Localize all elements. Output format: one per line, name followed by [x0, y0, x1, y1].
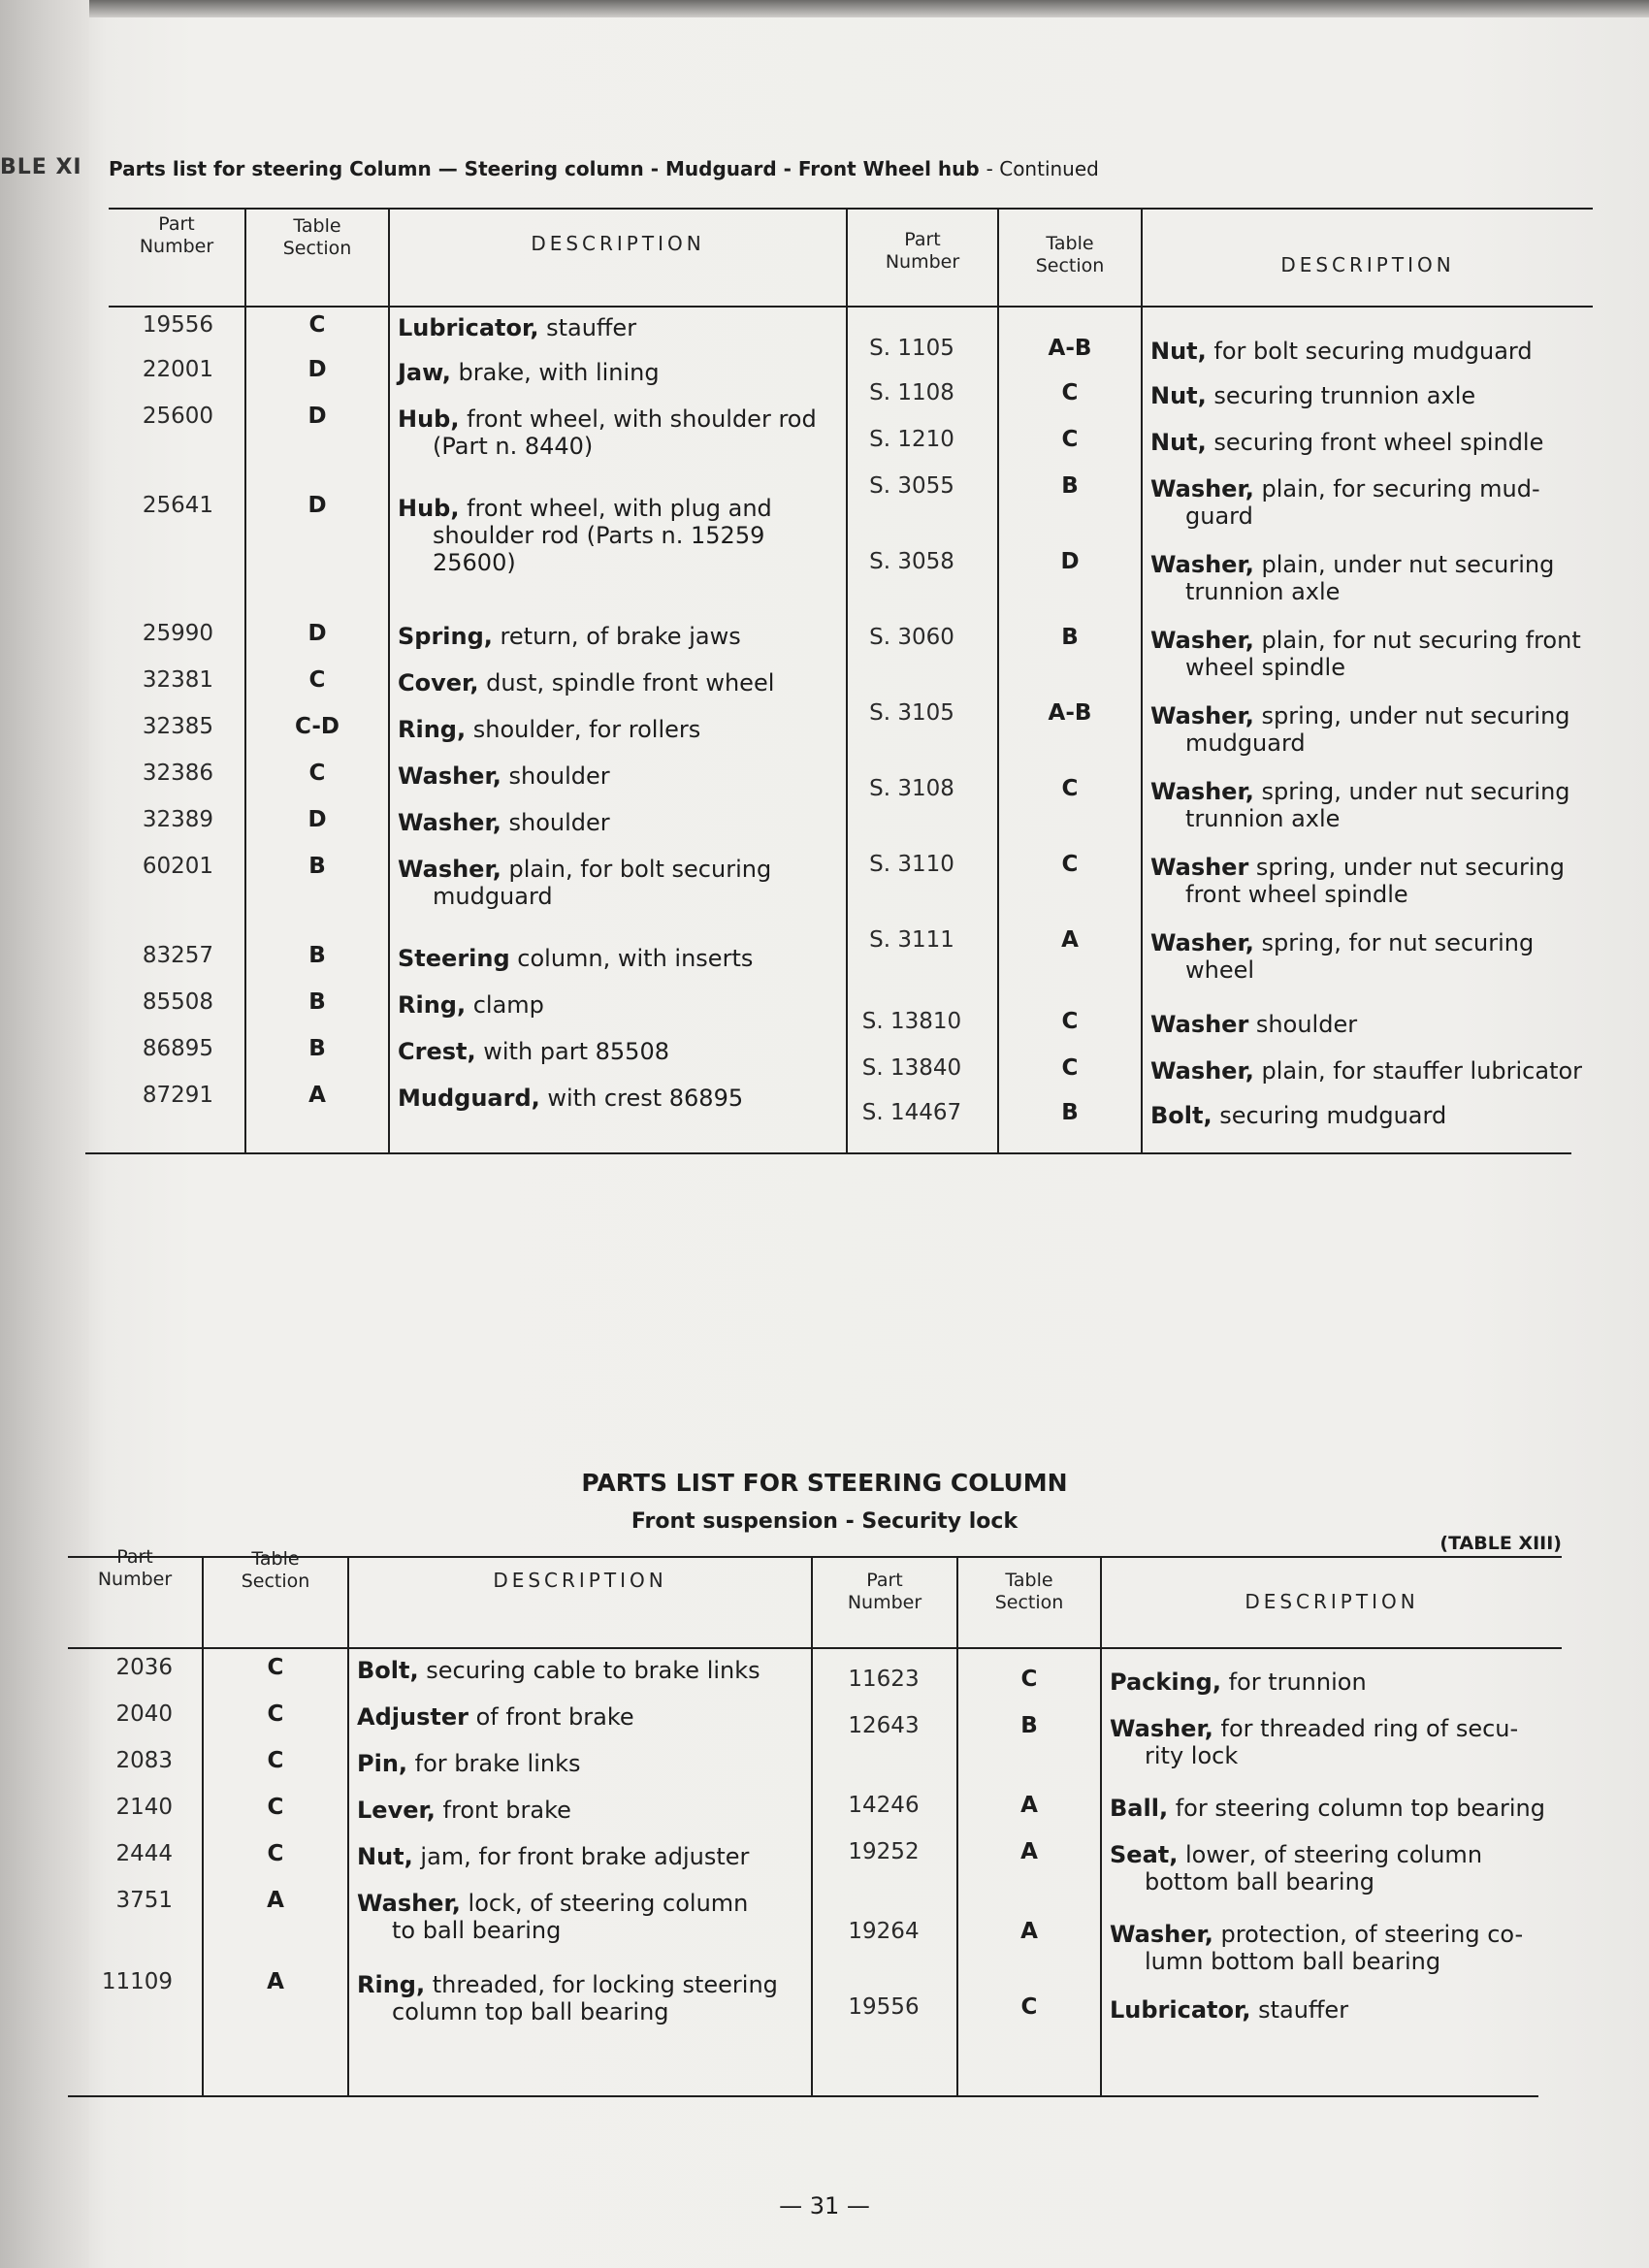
- part-description: [1150, 475, 1593, 530]
- table-section: B: [308, 854, 326, 879]
- part-detail: spring, under nut securing: [1248, 854, 1565, 881]
- table-section: B: [1061, 625, 1079, 650]
- table2-col-sep: [202, 1556, 204, 2095]
- header-text: Part: [866, 1570, 903, 1591]
- part-number: 25600: [142, 404, 213, 429]
- part-detail-continued: to ball bearing: [392, 1917, 562, 1944]
- part-description: [398, 856, 834, 910]
- part-detail-continued: bottom ball bearing: [1145, 1868, 1375, 1895]
- part-detail: with part 85508: [475, 1038, 669, 1065]
- part-description: [1150, 338, 1593, 365]
- part-detail: brake, with lining: [450, 359, 660, 386]
- table-section: C: [267, 1748, 284, 1773]
- part-name: Seat,: [1110, 1841, 1179, 1868]
- part-description: [1150, 627, 1593, 681]
- part-number: 19556: [848, 1994, 920, 2020]
- part-detail-continued: wheel: [1185, 956, 1255, 984]
- part-number: 11109: [101, 1969, 173, 1994]
- part-detail: plain, for stauffer lubricator: [1253, 1057, 1583, 1085]
- part-detail-continued: trunnion axle: [1185, 805, 1341, 832]
- part-detail: shoulder: [1248, 1011, 1358, 1038]
- table-section: B: [308, 989, 326, 1015]
- table-section: A-B: [1048, 336, 1092, 361]
- part-description: [1150, 929, 1593, 984]
- header-description: DESCRIPTION: [493, 1569, 667, 1592]
- table-section: C: [1061, 427, 1079, 452]
- part-detail: plain, under nut securing: [1253, 551, 1555, 578]
- part-description: [357, 1971, 803, 2025]
- header-text: Number: [847, 1592, 922, 1613]
- part-detail: securing front wheel spindle: [1206, 429, 1544, 456]
- header-table-section: [246, 215, 388, 260]
- part-detail: spring, for nut securing: [1253, 929, 1535, 956]
- part-number: S. 3105: [869, 700, 954, 726]
- table1-bottom-rule: [85, 1152, 1571, 1154]
- part-name: Lubricator,: [1110, 1996, 1251, 2024]
- part-name: Crest,: [398, 1038, 476, 1065]
- part-description: [357, 1843, 803, 1870]
- table-section: B: [1020, 1713, 1038, 1738]
- table-section: A: [1020, 1793, 1038, 1818]
- part-description: [1110, 1715, 1562, 1769]
- header-table-section: [999, 233, 1141, 277]
- part-description: [398, 359, 834, 386]
- part-description: [357, 1657, 803, 1684]
- part-number: 11623: [848, 1667, 920, 1692]
- table1-header-rule: [109, 306, 1593, 308]
- part-description: [398, 623, 834, 650]
- part-number: S. 1210: [869, 427, 954, 452]
- table2-col-sep: [811, 1556, 813, 2095]
- part-name: Washer,: [1150, 627, 1254, 654]
- table-section: C: [308, 667, 326, 693]
- part-name: Nut,: [1150, 382, 1207, 409]
- part-number: S. 3110: [869, 852, 954, 877]
- part-detail: front wheel, with plug and: [459, 495, 772, 522]
- part-detail-continued: trunnion axle: [1185, 578, 1341, 605]
- header-text: Section: [241, 1571, 310, 1592]
- table-section: C: [1061, 1009, 1079, 1034]
- table-section: C: [1061, 776, 1079, 801]
- table-section: D: [307, 404, 327, 429]
- part-description: [357, 1797, 803, 1824]
- table-section: C: [267, 1655, 284, 1680]
- part-number: 12643: [848, 1713, 920, 1738]
- table-section: A: [308, 1083, 326, 1108]
- part-name: Ring,: [357, 1971, 426, 1998]
- part-number: 14246: [848, 1793, 920, 1818]
- table1-col-sep: [1141, 208, 1143, 1152]
- part-name: Washer,: [1150, 778, 1254, 805]
- part-description: [1110, 1795, 1562, 1822]
- part-name: Hub,: [398, 495, 460, 522]
- part-detail: for brake links: [407, 1750, 581, 1777]
- part-name: Mudguard,: [398, 1085, 540, 1112]
- part-detail: protection, of steering co-: [1212, 1921, 1524, 1948]
- table-section: D: [307, 807, 327, 832]
- part-description: [398, 1038, 834, 1065]
- table1-col-sep: [388, 208, 390, 1152]
- table-section: D: [307, 357, 327, 382]
- part-description: [398, 405, 834, 460]
- part-detail: stauffer: [1250, 1996, 1349, 2024]
- part-description: [398, 1085, 834, 1112]
- header-part-number: [68, 1546, 202, 1591]
- table2-col-sep: [1100, 1556, 1102, 2095]
- header-table-section: [958, 1570, 1100, 1614]
- table-section: C: [267, 1795, 284, 1820]
- part-description: [398, 991, 834, 1019]
- header-description: DESCRIPTION: [1280, 253, 1455, 276]
- header-text: Number: [97, 1569, 173, 1590]
- header-part-number: [109, 213, 244, 258]
- header-text: Section: [1035, 255, 1105, 276]
- part-number: 3751: [115, 1888, 173, 1913]
- section2-title: PARTS LIST FOR STEERING COLUMN: [581, 1469, 1068, 1497]
- part-detail-continued: column top ball bearing: [392, 1998, 669, 2025]
- part-name: Washer,: [1150, 702, 1254, 729]
- part-description: [398, 669, 834, 697]
- part-description: [1150, 429, 1593, 456]
- part-number: S. 3060: [869, 625, 954, 650]
- part-description: [357, 1750, 803, 1777]
- header-text: Table: [1046, 233, 1094, 254]
- part-name: Nut,: [1150, 429, 1207, 456]
- part-description: [1150, 854, 1593, 908]
- table-section: A: [1020, 1919, 1038, 1944]
- part-detail: securing mudguard: [1212, 1102, 1447, 1129]
- part-name: Ring,: [398, 716, 467, 743]
- part-name: Pin,: [357, 1750, 408, 1777]
- part-detail: column, with inserts: [509, 945, 754, 972]
- part-name: Washer,: [1150, 475, 1254, 502]
- part-name: Bolt,: [1150, 1102, 1212, 1129]
- part-description: [1150, 702, 1593, 757]
- part-detail: shoulder: [501, 762, 610, 790]
- part-name: Washer: [1150, 854, 1249, 881]
- part-detail-continued: mudguard: [1185, 729, 1306, 757]
- header-text: Number: [885, 251, 960, 273]
- part-description: [1150, 1102, 1593, 1129]
- part-number: 87291: [142, 1083, 213, 1108]
- table-section: C: [308, 312, 326, 338]
- part-name: Lever,: [357, 1797, 436, 1824]
- part-number: 32381: [142, 667, 213, 693]
- part-number: 19556: [142, 312, 213, 338]
- header-part-number: [848, 229, 997, 274]
- part-number: 19264: [848, 1919, 920, 1944]
- part-number: S. 1108: [869, 380, 954, 405]
- table-section: B: [1061, 1100, 1079, 1125]
- part-number: S. 13840: [861, 1055, 962, 1081]
- part-name: Steering: [398, 945, 510, 972]
- part-description: [1150, 382, 1593, 409]
- part-number: 32386: [142, 761, 213, 786]
- part-description: [398, 495, 834, 576]
- part-number: 60201: [142, 854, 213, 879]
- table-section: D: [1060, 549, 1080, 574]
- part-detail: shoulder: [501, 809, 610, 836]
- part-detail: stauffer: [538, 314, 637, 341]
- table-section: C-D: [294, 714, 340, 739]
- part-detail-continued: lumn bottom ball bearing: [1145, 1948, 1441, 1975]
- part-detail: for bolt securing mudguard: [1206, 338, 1533, 365]
- part-name: Hub,: [398, 405, 460, 433]
- part-number: 83257: [142, 943, 213, 968]
- part-name: Ball,: [1110, 1795, 1169, 1822]
- table-section: A: [1061, 927, 1079, 953]
- part-description: [1150, 1011, 1593, 1038]
- part-detail: with crest 86895: [539, 1085, 744, 1112]
- part-name: Washer: [1150, 1011, 1249, 1038]
- part-name: Spring,: [398, 623, 493, 650]
- part-description: [1110, 1669, 1562, 1696]
- part-detail-continued: rity lock: [1145, 1742, 1239, 1769]
- part-name: Nut,: [357, 1843, 413, 1870]
- part-number: S. 13810: [861, 1009, 962, 1034]
- part-number: 86895: [142, 1036, 213, 1061]
- part-detail: securing trunnion axle: [1206, 382, 1476, 409]
- table-section: C: [308, 761, 326, 786]
- part-number: 25641: [142, 493, 213, 518]
- part-detail: plain, for securing mud-: [1253, 475, 1540, 502]
- part-name: Nut,: [1150, 338, 1207, 365]
- part-number: 2444: [115, 1841, 173, 1866]
- header-table-section: [204, 1548, 347, 1593]
- part-number: 2140: [115, 1795, 173, 1820]
- part-detail-continued: (Part n. 8440): [433, 433, 594, 460]
- binding-edge: [0, 0, 89, 2268]
- part-name: Washer,: [1110, 1921, 1213, 1948]
- part-name: Packing,: [1110, 1669, 1221, 1696]
- header-text: Section: [282, 238, 352, 259]
- part-description: [1150, 778, 1593, 832]
- header-text: Part: [904, 229, 941, 250]
- part-description: [357, 1890, 803, 1944]
- part-description: [398, 809, 834, 836]
- part-number: S. 3058: [869, 549, 954, 574]
- page-caption: [109, 157, 1099, 180]
- table-label: (TABLE XIII): [1439, 1533, 1562, 1554]
- caption-continued: - Continued: [986, 157, 1099, 180]
- part-description: [1110, 1841, 1562, 1895]
- table-section: C: [1020, 1994, 1038, 2020]
- header-text: Table: [1005, 1570, 1053, 1591]
- part-detail: spring, under nut securing: [1253, 702, 1570, 729]
- page-number: — 31 —: [779, 2192, 870, 2219]
- part-number: S. 3055: [869, 473, 954, 499]
- part-detail: threaded, for locking steering: [425, 1971, 778, 1998]
- part-name: Washer,: [398, 809, 501, 836]
- part-name: Washer,: [398, 856, 501, 883]
- part-name: Washer,: [1110, 1715, 1213, 1742]
- part-detail: plain, for nut securing front: [1253, 627, 1581, 654]
- header-text: Part: [116, 1546, 153, 1568]
- part-detail-continued: wheel spindle: [1185, 654, 1345, 681]
- table2-header-rule: [68, 1647, 1562, 1649]
- table-section: A: [1020, 1839, 1038, 1864]
- header-text: Section: [994, 1592, 1064, 1613]
- part-description: [1110, 1921, 1562, 1975]
- part-detail: lower, of steering column: [1178, 1841, 1483, 1868]
- part-number: 25990: [142, 621, 213, 646]
- part-name: Adjuster: [357, 1703, 469, 1731]
- table-section: C: [1061, 852, 1079, 877]
- part-name: Bolt,: [357, 1657, 419, 1684]
- part-description: [398, 762, 834, 790]
- part-detail: for trunnion: [1220, 1669, 1367, 1696]
- part-name: Washer,: [1150, 551, 1254, 578]
- part-detail: return, of brake jaws: [492, 623, 741, 650]
- table-section: C: [1061, 380, 1079, 405]
- table-section: A-B: [1048, 700, 1092, 726]
- part-detail-continued: front wheel spindle: [1185, 881, 1408, 908]
- table-section: B: [308, 1036, 326, 1061]
- part-detail: plain, for bolt securing: [501, 856, 772, 883]
- side-tab-label: BLE XI: [0, 155, 82, 179]
- part-detail: jam, for front brake adjuster: [412, 1843, 750, 1870]
- part-name: Ring,: [398, 991, 467, 1019]
- part-number: S. 14467: [861, 1100, 962, 1125]
- part-number: 19252: [848, 1839, 920, 1864]
- table2-bottom-rule: [68, 2095, 1538, 2097]
- part-description: [1150, 551, 1593, 605]
- part-description: [1110, 1996, 1562, 2024]
- table-section: C: [1020, 1667, 1038, 1692]
- part-detail: shoulder, for rollers: [466, 716, 701, 743]
- part-detail: for threaded ring of secu-: [1212, 1715, 1519, 1742]
- table-section: B: [1061, 473, 1079, 499]
- part-name: Washer,: [398, 762, 501, 790]
- part-number: 2040: [115, 1701, 173, 1727]
- header-description: DESCRIPTION: [1245, 1590, 1419, 1613]
- table-section: D: [307, 621, 327, 646]
- part-number: 2036: [115, 1655, 173, 1680]
- section2-subtitle: Front suspension - Security lock: [630, 1509, 1018, 1534]
- header-description: DESCRIPTION: [531, 232, 705, 255]
- part-name: Jaw,: [398, 359, 451, 386]
- header-text: Table: [293, 215, 341, 237]
- caption-text: Parts list for steering Column — Steering column - Mudguard - Front Wheel hub: [109, 157, 980, 180]
- header-text: Table: [251, 1548, 300, 1570]
- part-description: [398, 716, 834, 743]
- table-section: C: [1061, 1055, 1079, 1081]
- header-text: Number: [139, 236, 214, 257]
- part-description: [398, 314, 834, 341]
- part-detail-continued: shoulder rod (Parts n. 15259 25600): [433, 522, 765, 576]
- header-text: Part: [158, 213, 195, 235]
- table1-top-rule: [109, 208, 1593, 210]
- part-name: Lubricator,: [398, 314, 539, 341]
- part-description: [1150, 1057, 1593, 1085]
- part-description: [398, 945, 834, 972]
- table-section: A: [267, 1888, 284, 1913]
- part-name: Washer,: [357, 1890, 461, 1917]
- part-detail: clamp: [466, 991, 544, 1019]
- table-section: B: [308, 943, 326, 968]
- part-number: S. 3111: [869, 927, 954, 953]
- part-number: 22001: [142, 357, 213, 382]
- table2-col-sep: [347, 1556, 349, 2095]
- part-detail: lock, of steering column: [460, 1890, 749, 1917]
- part-detail: front brake: [435, 1797, 571, 1824]
- part-detail: securing cable to brake links: [418, 1657, 760, 1684]
- part-detail: for steering column top bearing: [1168, 1795, 1545, 1822]
- part-name: Washer,: [1150, 1057, 1254, 1085]
- part-number: 32389: [142, 807, 213, 832]
- part-number: S. 1105: [869, 336, 954, 361]
- part-number: S. 3108: [869, 776, 954, 801]
- part-number: 32385: [142, 714, 213, 739]
- table-section: D: [307, 493, 327, 518]
- part-number: 2083: [115, 1748, 173, 1773]
- part-detail-continued: mudguard: [433, 883, 553, 910]
- part-name: Washer,: [1150, 929, 1254, 956]
- table-section: C: [267, 1841, 284, 1866]
- part-name: Cover,: [398, 669, 479, 697]
- part-detail: spring, under nut securing: [1253, 778, 1570, 805]
- top-shadow: [0, 0, 1649, 17]
- part-number: 85508: [142, 989, 213, 1015]
- table1-col-sep: [846, 208, 848, 1152]
- header-part-number: [813, 1570, 956, 1614]
- part-detail: front wheel, with shoulder rod: [459, 405, 817, 433]
- table-section: A: [267, 1969, 284, 1994]
- part-detail: of front brake: [468, 1703, 634, 1731]
- table-section: C: [267, 1701, 284, 1727]
- part-detail: dust, spindle front wheel: [478, 669, 775, 697]
- part-detail-continued: guard: [1185, 502, 1253, 530]
- part-description: [357, 1703, 803, 1731]
